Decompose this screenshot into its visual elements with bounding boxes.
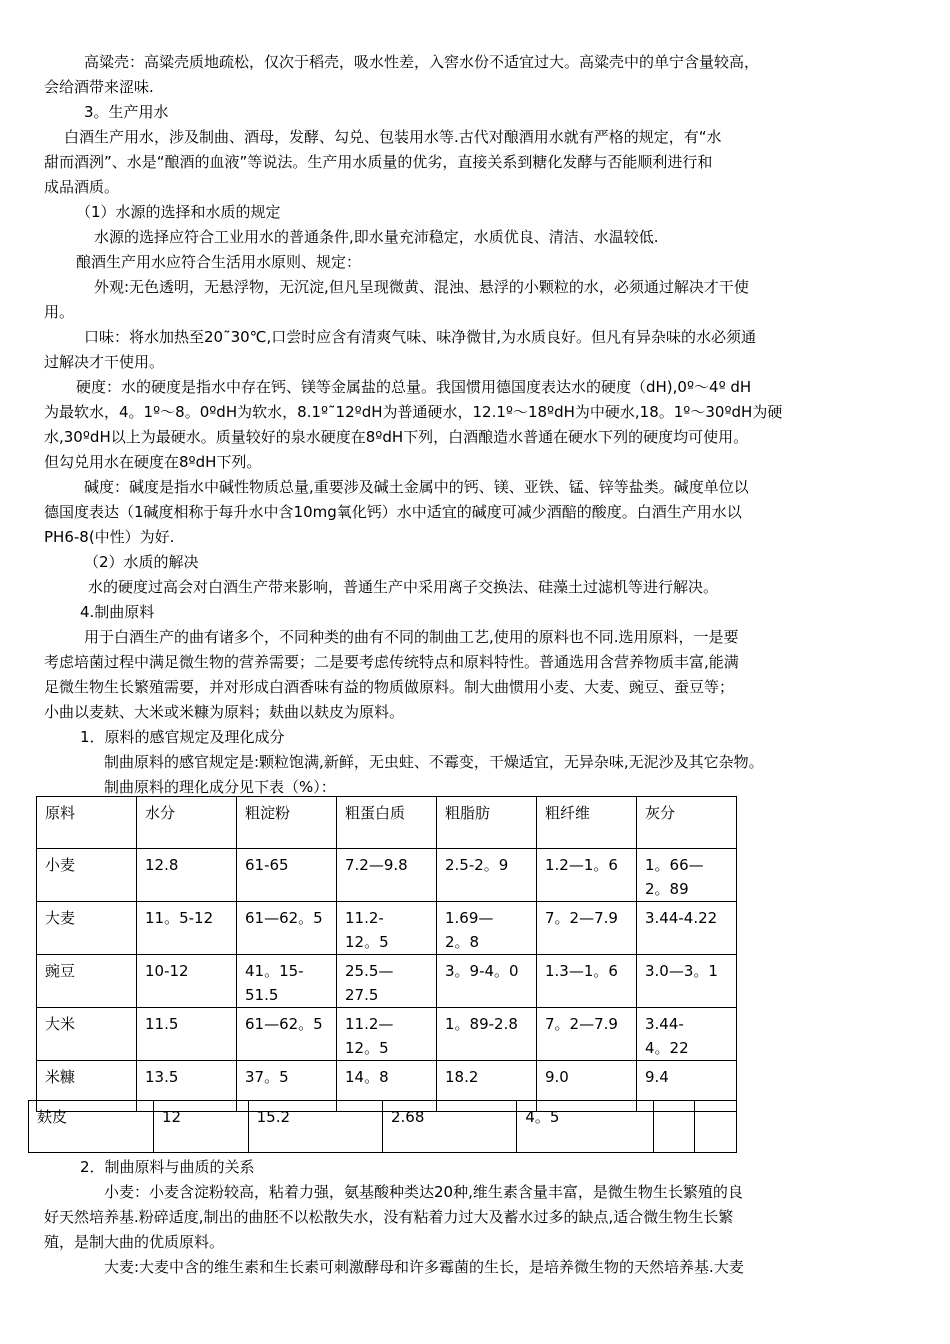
table-cell	[437, 902, 537, 955]
table-cell	[37, 849, 137, 902]
bran-row-body	[29, 1101, 737, 1153]
paragraph-line: 足微生物生长繁殖需要，并对形成白酒香味有益的物质做原料。制大曲惯用小麦、大麦、豌豆、蚕豆等；	[44, 678, 735, 696]
table-header-cell: 粗蛋白质	[337, 797, 437, 849]
paragraph-line: 用于白酒生产的曲有诸多个，不同种类的曲有不同的制曲工艺,使用的原料也不同.选用原料，一是要	[84, 628, 739, 646]
paragraph-line: 高粱壳：高粱壳质地疏松，仅次于稻壳，吸水性差，入窖水份不适宜过大。高粱壳中的单宁含量较高，	[84, 53, 760, 71]
paragraph-line: PH6-8(中性）为好.	[44, 528, 175, 546]
table-cell-text: 25.5—	[345, 962, 394, 980]
table-cell	[237, 849, 337, 902]
paragraph-line: 硬度：水的硬度是指水中存在钙、镁等金属盐的总量。我国惯用德国度表达水的硬度（dH),0º～4º dH	[76, 378, 752, 396]
table-cell-text: 2。8	[445, 933, 480, 951]
paragraph-line: 小麦：小麦含淀粉较高，粘着力强，氨基酸种类达20种,维生素含量丰富，是微生物生长繁殖的良	[104, 1183, 743, 1201]
table-row-bran	[29, 1101, 737, 1153]
table-cell-text: 10-12	[145, 962, 189, 980]
table-cell-text: 2。89	[645, 880, 689, 898]
table-cell-text: 41。15-	[245, 962, 304, 980]
table-cell-text: 61—62。5	[245, 909, 323, 927]
paragraph-line: 水,30ºdH以上为最硬水。质量较好的泉水硬度在8ºdH下列，白酒酿造水普通在硬水下列的硬度均可使用。	[44, 428, 749, 446]
table-cell	[37, 955, 137, 1008]
table-cell-text: 51.5	[245, 986, 279, 1004]
paragraph-line: 用。	[44, 303, 75, 321]
table-cell	[237, 902, 337, 955]
paragraph-line: 成品酒质。	[44, 178, 120, 196]
table-cell	[537, 902, 637, 955]
table-cell	[653, 1101, 695, 1153]
table-cell-text: 11.2—	[345, 1015, 394, 1033]
table-cell-text: 7。2—7.9	[545, 909, 618, 927]
table-header-cell: 水分	[137, 797, 237, 849]
paragraph-line: 制曲原料的感官规定是:颗粒饱满,新鲜，无虫蛀、不霉变，干燥适宜，无异杂味,无泥沙及其它杂物。	[104, 753, 764, 771]
table-cell: 麸皮	[29, 1101, 154, 1153]
table-cell	[237, 955, 337, 1008]
paragraph-line: 碱度：碱度是指水中碱性物质总量,重要涉及碱土金属中的钙、镁、亚铁、锰、锌等盐类。碱度单位以	[84, 478, 749, 496]
table-cell-text: 12。5	[345, 933, 389, 951]
subsection-heading: （1）水源的选择和水质的规定	[76, 203, 281, 221]
table-header-cell: 粗淀粉	[237, 797, 337, 849]
table-cell-text: 18.2	[445, 1068, 479, 1086]
subsection-heading: 2．制曲原料与曲质的关系	[80, 1158, 255, 1176]
subsection-heading: （2）水质的解决	[84, 553, 199, 571]
table-cell	[37, 1008, 137, 1061]
paragraph-line: 口味：将水加热至20˜30℃,口尝时应含有清爽气味、味净微甘,为水质良好。但凡有异杂味的水必须通	[84, 328, 757, 346]
table-cell-text: 11。5-12	[145, 909, 214, 927]
table-header-cell: 灰分	[637, 797, 737, 849]
table-row	[37, 849, 737, 902]
table-cell-text: 2.5-2。9	[445, 856, 509, 874]
table-cell	[537, 849, 637, 902]
table-cell-text: 1。89-2.8	[445, 1015, 518, 1033]
composition-table-body	[37, 797, 737, 1112]
table-header-cell: 粗脂肪	[437, 797, 537, 849]
paragraph-line: 小曲以麦麸、大米或米糠为原料；麸曲以麸皮为原料。	[44, 703, 405, 721]
table-cell	[437, 1008, 537, 1061]
table-cell-text: 3.0—3。1	[645, 962, 718, 980]
composition-table	[36, 796, 737, 1112]
paragraph-line: 水的硬度过高会对白酒生产带来影响，普通生产中采用离子交换法、硅藻土过滤机等进行解决。	[88, 578, 719, 596]
paragraph-line: 大麦:大麦中含的维生素和生长素可刺激酵母和许多霉菌的生长，是培养微生物的天然培养基.大麦	[104, 1258, 744, 1276]
table-cell: 12	[153, 1101, 248, 1153]
table-cell-text: 大米	[45, 1015, 76, 1033]
paragraph-line: 好天然培养基.粉碎适度,制出的曲胚不以松散失水，没有粘着力过大及蓄水过多的缺点,适合微生物生长繁	[44, 1208, 734, 1226]
table-cell	[137, 955, 237, 1008]
table-cell-text: 豌豆	[45, 962, 76, 980]
table-cell-text: 3。9-4。0	[445, 962, 519, 980]
table-cell	[437, 849, 537, 902]
paragraph-line: 过解决才干使用。	[44, 353, 165, 371]
table-cell	[337, 849, 437, 902]
table-cell	[37, 902, 137, 955]
table-cell	[237, 1008, 337, 1061]
paragraph-line: 水源的选择应符合工业用水的普通条件,即水量充沛稳定，水质优良、清洁、水温较低.	[94, 228, 659, 246]
table-header-cell: 原料	[37, 797, 137, 849]
table-cell-text: 14。8	[345, 1068, 389, 1086]
table-cell	[137, 849, 237, 902]
table-cell	[637, 1008, 737, 1061]
table-cell-text: 11.2-	[345, 909, 384, 927]
table-cell-text: 7.2—9.8	[345, 856, 408, 874]
table-row	[37, 1008, 737, 1061]
table-cell	[137, 1008, 237, 1061]
section-heading: 3。生产用水	[84, 103, 169, 121]
table-cell-text: 1.3—1。6	[545, 962, 618, 980]
table-header-cell: 粗纤维	[537, 797, 637, 849]
table-cell	[337, 955, 437, 1008]
table-cell	[537, 955, 637, 1008]
table-cell-text: 61-65	[245, 856, 289, 874]
table-cell-text: 米糠	[45, 1068, 76, 1086]
table-cell	[337, 1008, 437, 1061]
table-cell	[637, 902, 737, 955]
table-cell: 2.68	[382, 1101, 516, 1153]
table-cell-text: 3.44-4.22	[645, 909, 718, 927]
table-cell	[537, 1008, 637, 1061]
table-cell	[637, 955, 737, 1008]
table-cell-text: 9.0	[545, 1068, 569, 1086]
paragraph-line: 白酒生产用水，涉及制曲、酒母，发酵、勾兑、包装用水等.古代对酿酒用水就有严格的规定，有“水	[64, 128, 722, 146]
table-cell	[437, 955, 537, 1008]
paragraph-line: 甜而酒洌”、水是“酿酒的血液”等说法。生产用水质量的优劣，直接关系到糖化发酵与否能顺利进行和	[44, 153, 713, 171]
table-cell-text: 7。2—7.9	[545, 1015, 618, 1033]
table-cell: 15.2	[248, 1101, 382, 1153]
table-row	[37, 955, 737, 1008]
table-cell-text: 1.69—	[445, 909, 494, 927]
table-cell-text: 13.5	[145, 1068, 179, 1086]
paragraph-line: 德国度表达（1碱度相称于每升水中含10mg氧化钙）水中适宜的碱度可减少酒醅的酸度。白酒生产用水以	[44, 503, 742, 521]
paragraph-line: 会给酒带来涩味.	[44, 78, 154, 96]
table-cell-text: 4。22	[645, 1039, 689, 1057]
bran-row-table	[28, 1100, 737, 1153]
table-cell	[695, 1101, 737, 1153]
table-cell	[637, 849, 737, 902]
paragraph-line: 殖，是制大曲的优质原料。	[44, 1233, 225, 1251]
paragraph-line: 外观:无色透明，无悬浮物，无沉淀,但凡呈现微黄、混浊、悬浮的小颗粒的水，必须通过解决才干使	[94, 278, 749, 296]
table-cell-text: 27.5	[345, 986, 379, 1004]
table-cell-text: 1。66—	[645, 856, 704, 874]
table-cell	[337, 902, 437, 955]
paragraph-line: 考虑培菌过程中满足微生物的营养需要；二是要考虑传统特点和原料特性。普通选用含营养物质丰富,能满	[44, 653, 739, 671]
section-heading: 4.制曲原料	[80, 603, 155, 621]
table-row	[37, 902, 737, 955]
table-cell-text: 小麦	[45, 856, 76, 874]
table-cell: 4。5	[517, 1101, 653, 1153]
table-cell-text: 12.8	[145, 856, 179, 874]
table-cell-text: 11.5	[145, 1015, 179, 1033]
table-cell	[137, 902, 237, 955]
paragraph-line: 但勾兑用水在硬度在8ºdH下列。	[44, 453, 262, 471]
table-cell-text: 61—62。5	[245, 1015, 323, 1033]
subsection-heading: 1．原料的感官规定及理化成分	[80, 728, 285, 746]
table-cell-text: 3.44-	[645, 1015, 684, 1033]
table-cell-text: 37。5	[245, 1068, 289, 1086]
table-caption: 制曲原料的理化成分见下表（%）：	[104, 778, 336, 796]
paragraph-line: 酿酒生产用水应符合生活用水原则、规定：	[76, 253, 362, 271]
table-header-row	[37, 797, 737, 849]
paragraph-line: 为最软水，4。1º～8。0ºdH为软水，8.1º˜12ºdH为普通硬水，12.1º～18ºdH为中硬水,18。1º～30ºdH为硬	[44, 403, 783, 421]
table-cell-text: 大麦	[45, 909, 76, 927]
table-cell-text: 12。5	[345, 1039, 389, 1057]
table-cell-text: 1.2—1。6	[545, 856, 618, 874]
table-cell-text: 9.4	[645, 1068, 669, 1086]
